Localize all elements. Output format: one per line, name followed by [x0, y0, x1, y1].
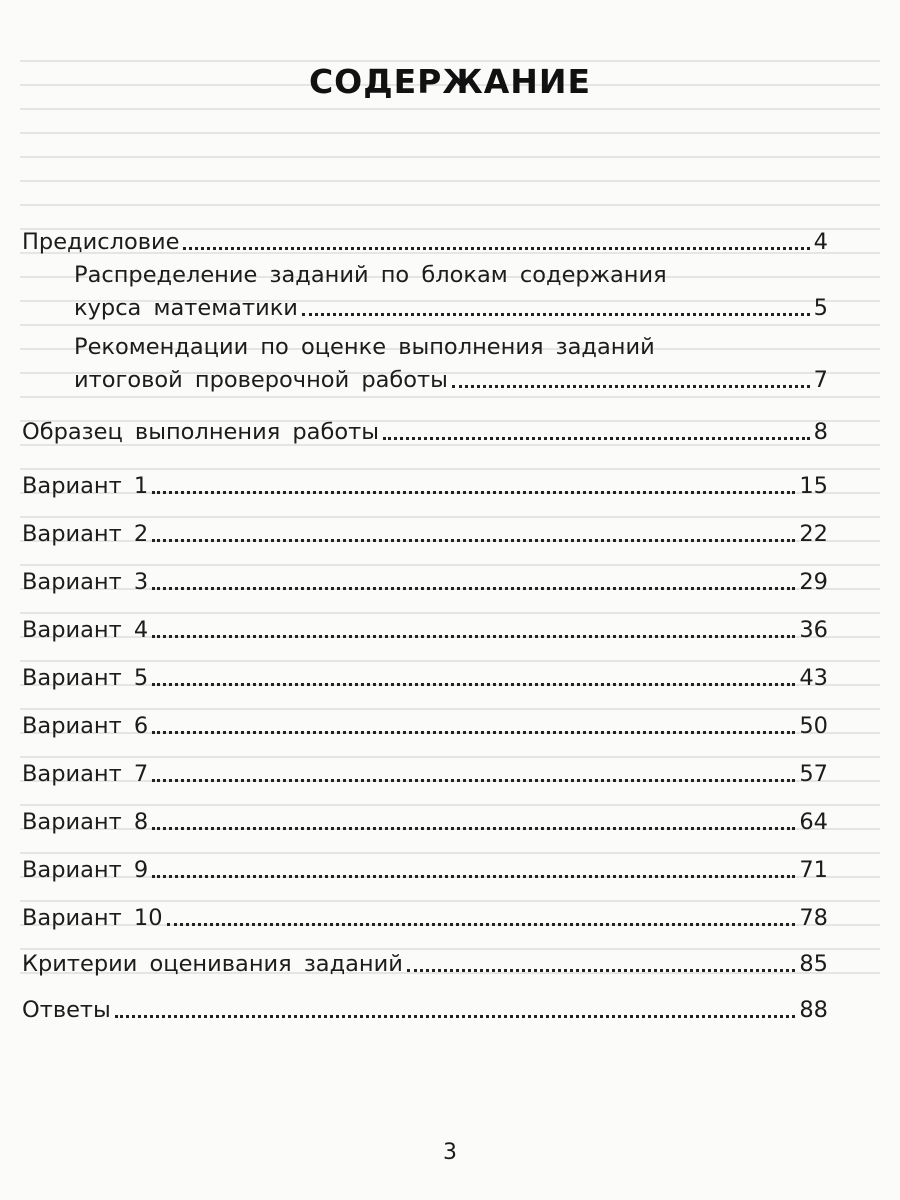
dot-leader — [152, 683, 795, 686]
toc-entry-recommendations[interactable] — [22, 334, 828, 396]
page-number: 3 — [443, 1140, 457, 1165]
toc-entry-sample[interactable] — [22, 402, 828, 448]
table-of-contents — [22, 212, 828, 1026]
toc-label: Критерии оценивания заданий — [22, 951, 403, 977]
toc-label: Вариант 9 — [22, 857, 149, 883]
toc-label-line2: курса математики — [74, 295, 298, 321]
toc-page: 64 — [799, 809, 828, 835]
toc-entry-distribution[interactable] — [22, 262, 828, 324]
toc-entry-variant-1[interactable] — [22, 456, 828, 502]
toc-label: Вариант 10 — [22, 905, 163, 931]
toc-label-line2: итоговой проверочной работы — [74, 367, 448, 393]
toc-page: 4 — [813, 229, 828, 255]
toc-page: 43 — [799, 665, 828, 691]
toc-label-line1: Распределение заданий по блокам содержания — [74, 262, 667, 288]
toc-entry-variant-10[interactable] — [22, 888, 828, 934]
dot-leader — [452, 385, 810, 388]
toc-page: 8 — [813, 419, 828, 445]
dot-leader — [152, 779, 795, 782]
toc-page: 36 — [799, 617, 828, 643]
dot-leader — [152, 539, 795, 542]
dot-leader — [115, 1015, 796, 1018]
toc-entry-variant-2[interactable] — [22, 504, 828, 550]
dot-leader — [167, 923, 796, 926]
toc-label: Вариант 5 — [22, 665, 149, 691]
toc-entry-criteria[interactable] — [22, 934, 828, 980]
dot-leader — [152, 875, 795, 878]
toc-label: Вариант 8 — [22, 809, 149, 835]
dot-leader — [407, 969, 795, 972]
dot-leader — [152, 827, 795, 830]
toc-label: Ответы — [22, 997, 111, 1023]
toc-label: Вариант 7 — [22, 761, 149, 787]
toc-page: 5 — [813, 295, 828, 321]
dot-leader — [152, 491, 795, 494]
toc-page: 88 — [799, 997, 828, 1023]
dot-leader — [302, 313, 810, 316]
toc-page: 22 — [799, 521, 828, 547]
toc-page: 15 — [799, 473, 828, 499]
toc-label: Вариант 2 — [22, 521, 149, 547]
dot-leader — [152, 587, 795, 590]
toc-label: Вариант 1 — [22, 473, 149, 499]
toc-label: Предисловие — [22, 229, 180, 255]
toc-entry-variant-8[interactable] — [22, 792, 828, 838]
toc-page: 29 — [799, 569, 828, 595]
toc-entry-answers[interactable] — [22, 980, 828, 1026]
toc-label: Образец выполнения работы — [22, 419, 379, 445]
dot-leader — [152, 731, 795, 734]
dot-leader — [152, 635, 795, 638]
toc-entry-variant-5[interactable] — [22, 648, 828, 694]
toc-page: 57 — [799, 761, 828, 787]
toc-page: 71 — [799, 857, 828, 883]
toc-entry-variant-9[interactable] — [22, 840, 828, 886]
toc-label: Вариант 3 — [22, 569, 149, 595]
toc-label: Вариант 6 — [22, 713, 149, 739]
dot-leader — [183, 247, 809, 250]
toc-label: Вариант 4 — [22, 617, 149, 643]
toc-entry-variant-3[interactable] — [22, 552, 828, 598]
dot-leader — [383, 437, 810, 440]
toc-page: 50 — [799, 713, 828, 739]
toc-label-line1: Рекомендации по оценке выполнения заданий — [74, 334, 655, 360]
toc-entry-variant-7[interactable] — [22, 744, 828, 790]
toc-entry-variant-6[interactable] — [22, 696, 828, 742]
toc-entry-preface[interactable] — [22, 212, 828, 258]
toc-page: 7 — [813, 367, 828, 393]
toc-entry-variant-4[interactable] — [22, 600, 828, 646]
toc-page: 78 — [799, 905, 828, 931]
toc-page: 85 — [799, 951, 828, 977]
page-title: СОДЕРЖАНИЕ — [308, 62, 592, 101]
